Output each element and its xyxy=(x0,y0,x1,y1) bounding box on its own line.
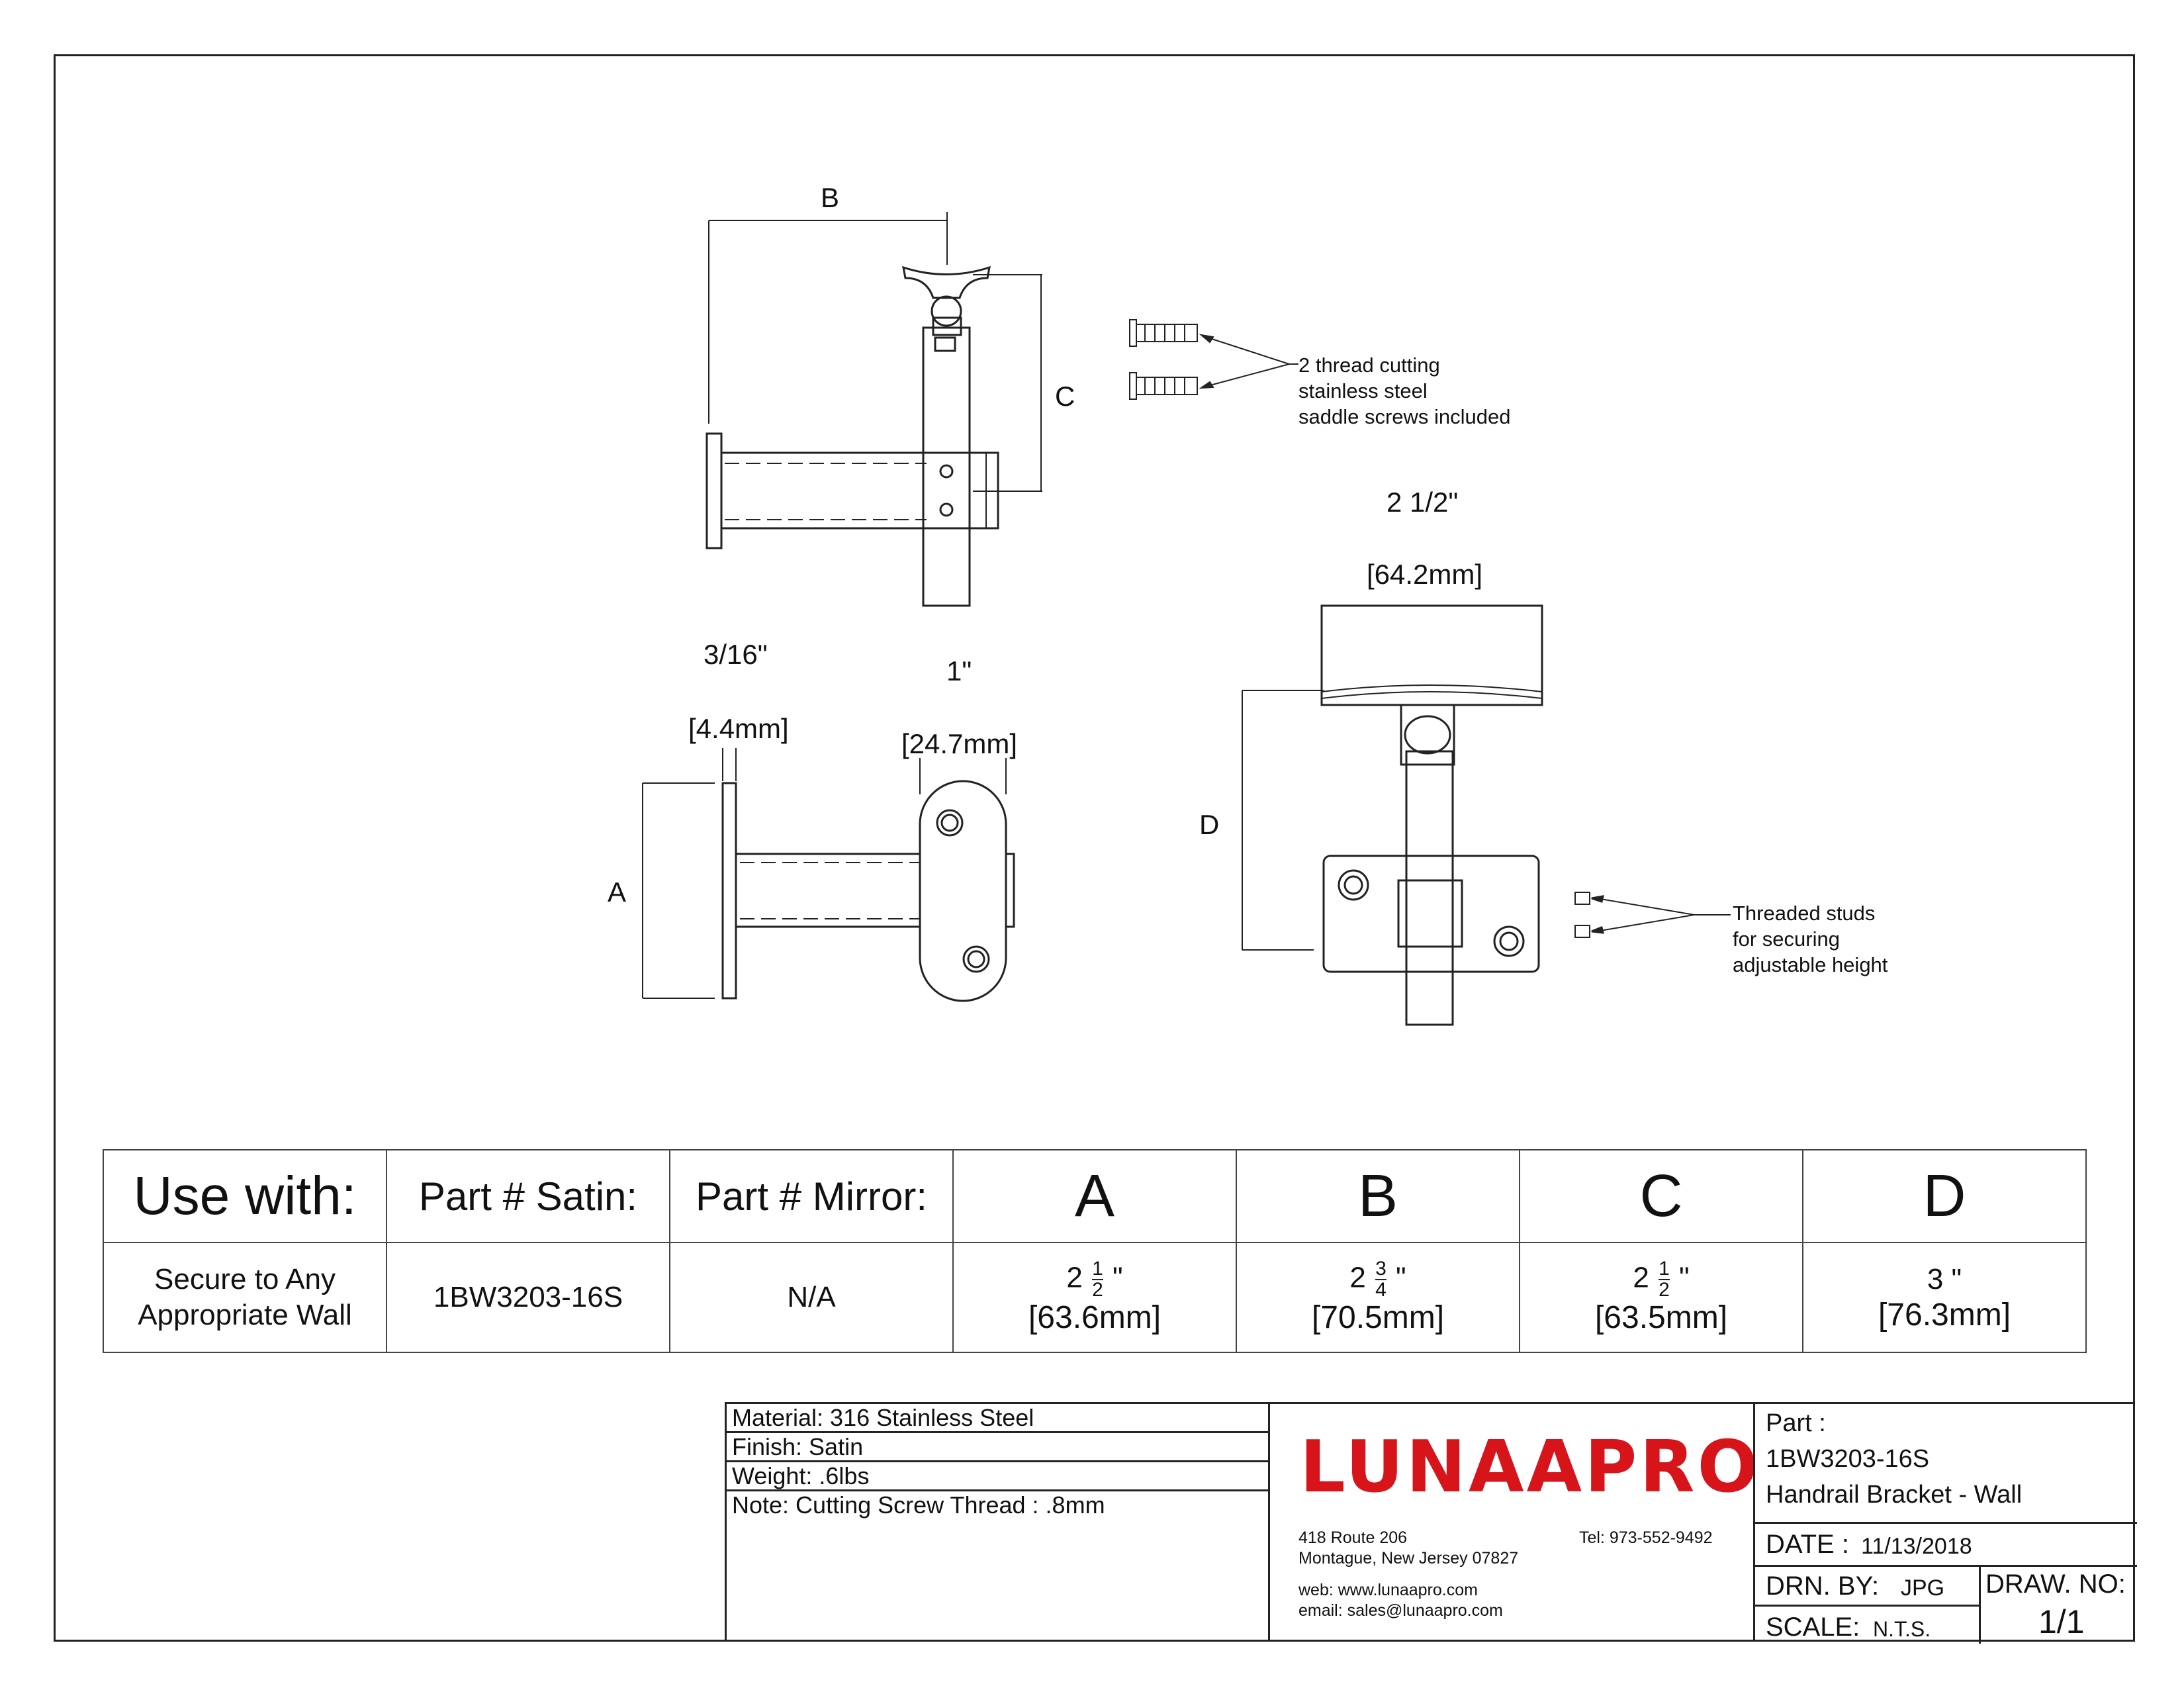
weight-line: Weight: .6lbs xyxy=(727,1462,1268,1491)
finish-line: Finish: Satin xyxy=(727,1433,1268,1462)
dim-depth-mm: [4.4mm] xyxy=(688,713,789,744)
header-part-satin: Part # Satin: xyxy=(387,1150,670,1243)
material-block xyxy=(725,1402,1268,1642)
part-number: 1BW3203-16S xyxy=(1766,1445,1930,1473)
dim-width-in: 1" xyxy=(946,655,972,686)
company-logo: LUNAAPRO xyxy=(1300,1426,1761,1509)
header-a: A xyxy=(953,1150,1236,1243)
header-c: C xyxy=(1520,1150,1803,1243)
address-line-1: 418 Route 206 xyxy=(1298,1528,1408,1547)
cell-b: 2 $\frac{3}{4}$ " [70.5mm] xyxy=(1236,1243,1520,1352)
part-block xyxy=(1753,1402,2135,1642)
part-description: Handrail Bracket - Wall xyxy=(1766,1481,2023,1509)
spec-header-row xyxy=(103,1150,2086,1243)
date-label: DATE : xyxy=(1766,1530,1849,1559)
divider xyxy=(1755,1522,2137,1524)
spec-table xyxy=(103,1149,2087,1353)
divider xyxy=(1979,1565,1981,1644)
header-b: B xyxy=(1236,1150,1520,1243)
drawn-by-value: JPG xyxy=(1901,1575,1945,1601)
studs-note: Threaded studs for securing adjustable height xyxy=(1733,902,1888,976)
draw-no-label: DRAW. NO: xyxy=(1985,1570,2126,1599)
side-view xyxy=(707,212,1042,606)
cell-a: 2 $\frac{1}{2}$ " [63.6mm] xyxy=(953,1243,1236,1352)
cell-part-mirror: N/A xyxy=(670,1243,953,1352)
dim-label-c: C xyxy=(1055,381,1075,412)
dim-label-a: A xyxy=(608,876,627,908)
screws-note: 2 thread cutting stainless steel saddle screws included xyxy=(1298,353,1511,428)
scale-value: N.T.S. xyxy=(1873,1617,1931,1641)
divider xyxy=(1755,1565,2137,1567)
header-d: D xyxy=(1803,1150,2086,1243)
material-line: Material: 316 Stainless Steel xyxy=(727,1404,1268,1433)
spec-data-row xyxy=(103,1243,2086,1352)
note-line: Note: Cutting Screw Thread : .8mm xyxy=(732,1491,1105,1519)
dim-width-mm: [24.7mm] xyxy=(901,728,1018,759)
part-label: Part : xyxy=(1766,1409,1826,1437)
cell-use-with: Secure to Any Appropriate Wall xyxy=(103,1243,387,1352)
draw-no-value: 1/1 xyxy=(2038,1603,2085,1640)
header-part-mirror: Part # Mirror: xyxy=(670,1150,953,1243)
front-view xyxy=(643,748,1014,1001)
cell-c: 2 $\frac{1}{2}$ " [63.5mm] xyxy=(1520,1243,1803,1352)
header-use-with: Use with: xyxy=(103,1150,387,1243)
dim-saddle-in: 2 1/2" xyxy=(1387,487,1459,518)
dim-depth-in: 3/16" xyxy=(704,639,768,670)
cell-part-satin: 1BW3203-16S xyxy=(387,1243,670,1352)
date-value: 11/13/2018 xyxy=(1861,1534,1972,1559)
divider xyxy=(1755,1605,1979,1607)
address-line-2: Montague, New Jersey 07827 xyxy=(1298,1549,1519,1568)
website: web: www.lunaapro.com xyxy=(1298,1581,1478,1599)
rear-view xyxy=(1242,606,1731,1025)
dim-label-b: B xyxy=(821,182,840,213)
cell-d: 3 " [76.3mm] xyxy=(1803,1243,2086,1352)
drawn-by-label: DRN. BY: xyxy=(1766,1571,1880,1601)
dim-saddle-mm: [64.2mm] xyxy=(1367,559,1483,590)
email: email: sales@lunaapro.com xyxy=(1298,1601,1503,1620)
telephone: Tel: 973-552-9492 xyxy=(1579,1528,1713,1547)
saddle-screws xyxy=(1130,320,1298,399)
scale-label: SCALE: xyxy=(1766,1613,1860,1642)
dim-label-d: D xyxy=(1199,809,1220,840)
company-block xyxy=(1268,1402,1761,1642)
